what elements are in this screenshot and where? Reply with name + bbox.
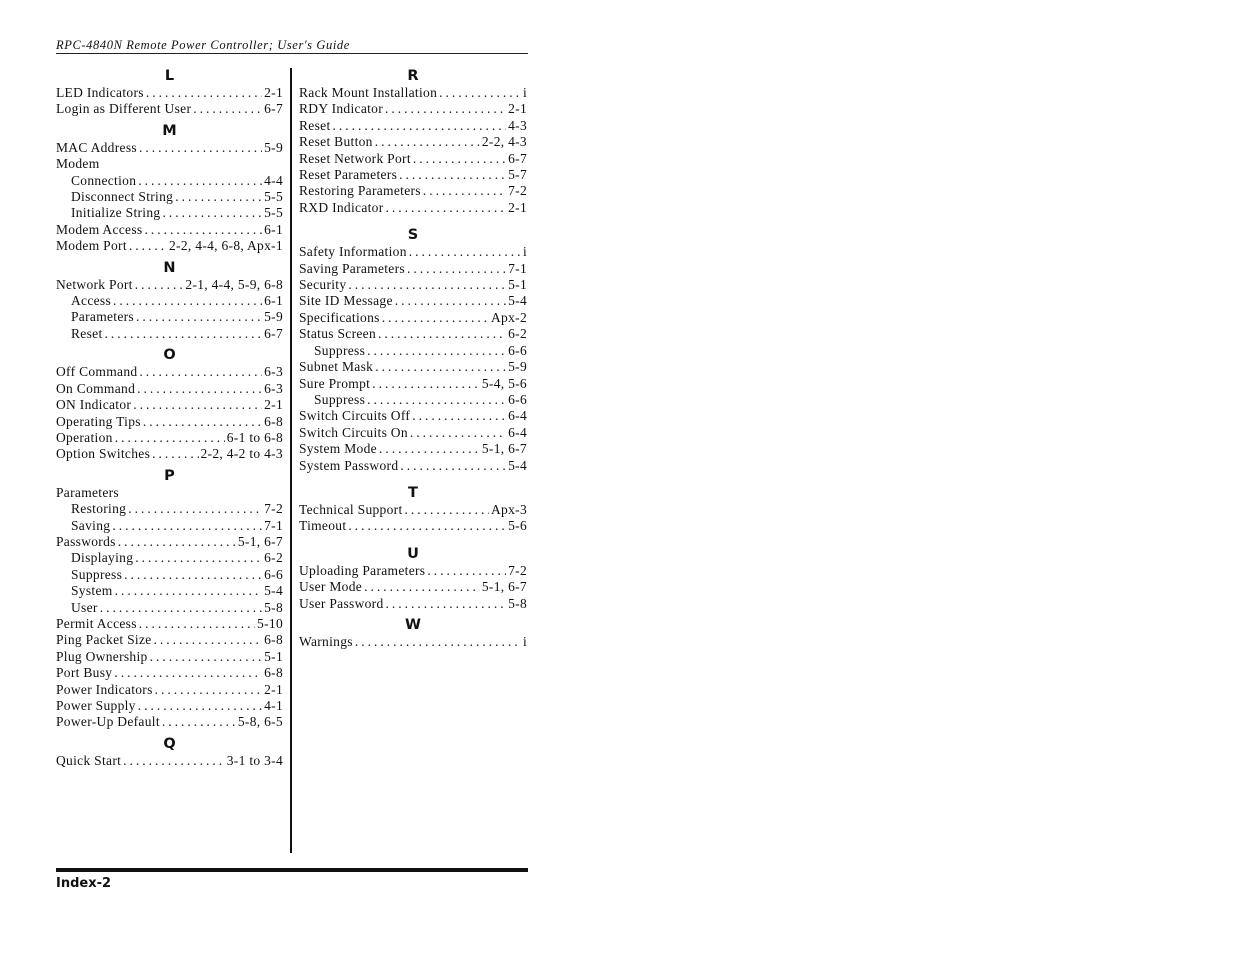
page-number: Index-2 <box>56 876 112 891</box>
index-entry: Ping Packet Size ..... 6-8 <box>56 632 283 648</box>
section-letter-w: W <box>405 616 421 633</box>
index-entry: Switch Circuits On ..... 6-4 <box>299 425 527 441</box>
index-entry: On Command ..... 6-3 <box>56 381 283 397</box>
index-entry: Option Switches ..... 2-2, 4-2 to 4-3 <box>56 446 283 462</box>
section-letter-q: Q <box>163 735 176 752</box>
header-rule <box>56 53 528 54</box>
index-entry: Passwords ..... 5-1, 6-7 <box>56 534 283 550</box>
column-divider <box>290 68 292 853</box>
index-entry: Modem Port ..... 2-2, 4-4, 6-8, Apx-1 <box>56 238 283 254</box>
index-entry: Security ..... 5-1 <box>299 277 527 293</box>
index-subentry: Suppress ..... 6-6 <box>299 343 527 359</box>
index-entry: Quick Start ..... 3-1 to 3-4 <box>56 753 283 769</box>
index-entry: Sure Prompt ..... 5-4, 5-6 <box>299 376 527 392</box>
index-entry: User Password ..... 5-8 <box>299 596 527 612</box>
index-entry: Network Port ..... 2-1, 4-4, 5-9, 6-8 <box>56 277 283 293</box>
index-entry: Power-Up Default ..... 5-8, 6-5 <box>56 714 283 730</box>
index-entry: Status Screen ..... 6-2 <box>299 326 527 342</box>
section-letter-m: M <box>162 122 177 139</box>
index-entry: MAC Address ..... 5-9 <box>56 140 283 156</box>
index-entry: RDY Indicator ..... 2-1 <box>299 101 527 117</box>
index-entry-heading: Modem <box>56 156 100 172</box>
index-entry: LED Indicators ..... 2-1 <box>56 85 283 101</box>
index-entry: Modem Access ..... 6-1 <box>56 222 283 238</box>
section-letter-p: P <box>164 467 175 484</box>
index-subentry: Disconnect String ..... 5-5 <box>56 189 283 205</box>
index-entry: Rack Mount Installation ..... i <box>299 85 527 101</box>
index-subentry: Access ..... 6-1 <box>56 293 283 309</box>
index-column-left <box>56 68 283 769</box>
section-letter-u: U <box>407 545 419 562</box>
index-entry: Operating Tips ..... 6-8 <box>56 414 283 430</box>
index-entry: RXD Indicator ..... 2-1 <box>299 200 527 216</box>
index-entry: Switch Circuits Off ..... 6-4 <box>299 408 527 424</box>
index-entry: System Password ..... 5-4 <box>299 458 527 474</box>
index-subentry: Saving ..... 7-1 <box>56 518 283 534</box>
index-entry-heading: Parameters <box>56 484 119 500</box>
index-entry: Saving Parameters ..... 7-1 <box>299 261 527 277</box>
index-entry: Login as Different User ..... 6-7 <box>56 101 283 117</box>
index-entry: Warnings ..... i <box>299 634 527 650</box>
section-letter-t: T <box>408 484 418 501</box>
index-entry: ON Indicator ..... 2-1 <box>56 397 283 413</box>
section-letter-r: R <box>407 68 419 84</box>
index-subentry: Suppress ..... 6-6 <box>56 567 283 583</box>
section-letter-o: O <box>163 347 176 364</box>
index-entry: Subnet Mask ..... 5-9 <box>299 359 527 375</box>
index-entry: Reset Button ..... 2-2, 4-3 <box>299 134 527 150</box>
index-entry: Safety Information ..... i <box>299 244 527 260</box>
index-subentry: Restoring ..... 7-2 <box>56 501 283 517</box>
index-entry: Power Supply ..... 4-1 <box>56 698 283 714</box>
index-subentry: System ..... 5-4 <box>56 583 283 599</box>
index-entry: Port Busy ..... 6-8 <box>56 665 283 681</box>
index-subentry: Connection ..... 4-4 <box>56 173 283 189</box>
index-entry: Restoring Parameters ..... 7-2 <box>299 183 527 199</box>
index-column-right <box>299 68 527 650</box>
index-entry: Power Indicators ..... 2-1 <box>56 682 283 698</box>
index-entry: Reset Parameters ..... 5-7 <box>299 167 527 183</box>
index-subentry: Initialize String ..... 5-5 <box>56 205 283 221</box>
index-entry: Technical Support ..... Apx-3 <box>299 502 527 518</box>
section-letter-n: N <box>163 259 176 276</box>
index-subentry: Displaying ..... 6-2 <box>56 550 283 566</box>
index-subentry: Reset ..... 6-7 <box>56 326 283 342</box>
index-entry: Plug Ownership ..... 5-1 <box>56 649 283 665</box>
index-subentry: Suppress ..... 6-6 <box>299 392 527 408</box>
footer-rule <box>56 868 528 872</box>
index-entry: User Mode ..... 5-1, 6-7 <box>299 579 527 595</box>
index-entry: Specifications ..... Apx-2 <box>299 310 527 326</box>
index-subentry: User ..... 5-8 <box>56 600 283 616</box>
index-entry: Off Command ..... 6-3 <box>56 364 283 380</box>
section-letter-l: L <box>164 68 175 84</box>
index-entry: Uploading Parameters ..... 7-2 <box>299 563 527 579</box>
index-subentry: Parameters ..... 5-9 <box>56 309 283 325</box>
running-header: RPC-4840N Remote Power Controller; User's Guide <box>56 38 350 52</box>
index-entry: System Mode ..... 5-1, 6-7 <box>299 441 527 457</box>
index-entry: Reset Network Port ..... 6-7 <box>299 151 527 167</box>
index-entry: Permit Access ..... 5-10 <box>56 616 283 632</box>
index-entry: Timeout ..... 5-6 <box>299 518 527 534</box>
index-entry: Operation ..... 6-1 to 6-8 <box>56 430 283 446</box>
section-letter-s: S <box>407 227 419 244</box>
index-entry: Site ID Message ..... 5-4 <box>299 293 527 309</box>
index-entry: Reset ..... 4-3 <box>299 118 527 134</box>
